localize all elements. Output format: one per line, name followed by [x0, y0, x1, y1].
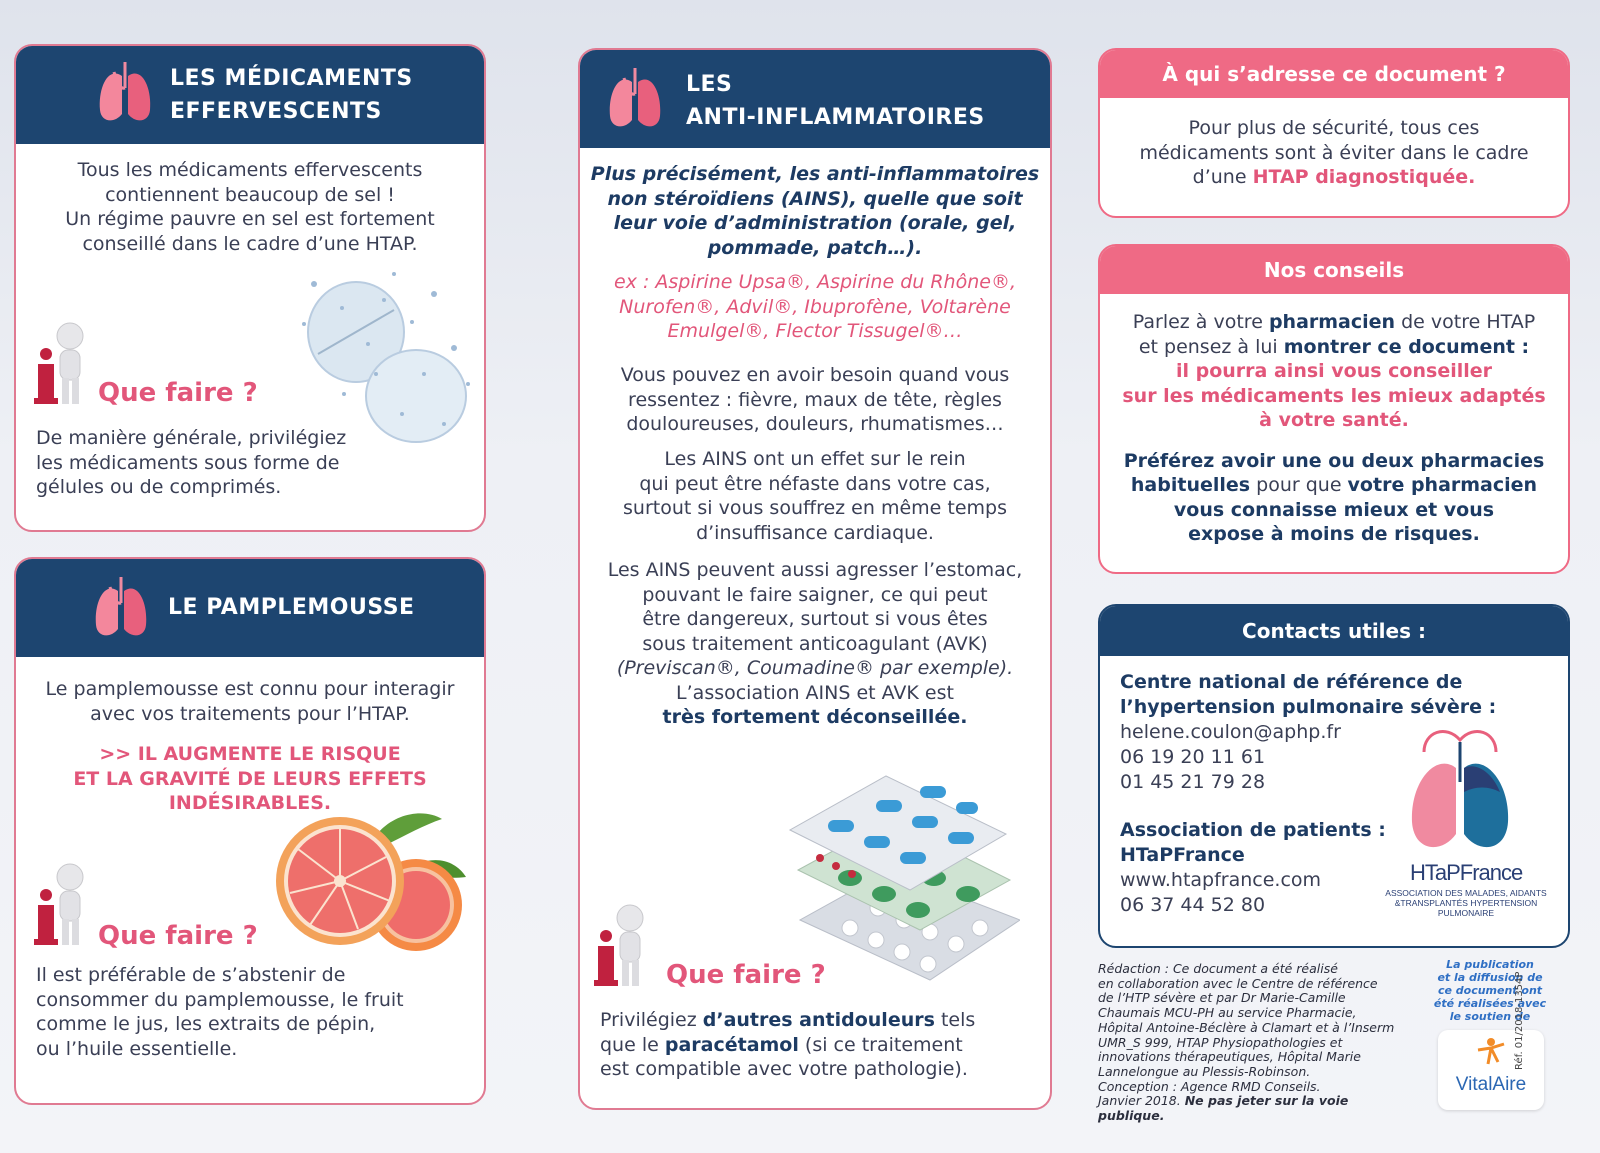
- advice-p3-line: Préférez avoir une ou deux pharmacies: [1123, 449, 1545, 472]
- grapefruit-advice-line: ou l’huile essentielle.: [36, 1037, 238, 1060]
- advice-text: pour que: [1250, 474, 1348, 496]
- blister-packs-image: [780, 750, 1020, 990]
- effervescent-intro-line: Tous les médicaments effervescents: [77, 159, 423, 181]
- stomach-line: être dangereux, surtout si vous êtes: [642, 608, 988, 630]
- examples-line: Nurofen®, Advil®, Ibuprofène, Voltarène: [619, 295, 1011, 318]
- audience-text: d’une: [1192, 166, 1253, 188]
- stomach-example: (Previscan®, Coumadine® par exemple).: [616, 657, 1014, 679]
- credits-line: Lannelongue au Plessis-Robinson.: [1098, 1063, 1311, 1079]
- grapefruit-warning-line: >> IL AUGMENTE LE RISQUE: [99, 743, 401, 765]
- anti-inflammatory-title-line2: ANTI-INFLAMMATOIRES: [686, 105, 985, 130]
- anti-inflammatory-precise: [580, 162, 1050, 260]
- advice-line: est compatible avec votre pathologie).: [600, 1058, 968, 1080]
- advice-p3-line: expose à moins de risques.: [1188, 523, 1480, 545]
- advice-text: de votre HTAP: [1395, 311, 1536, 333]
- support-line: été réalisées avec: [1433, 997, 1547, 1010]
- kidney-line: Les AINS ont un effet sur le rein: [664, 448, 966, 470]
- effervescent-advice: [36, 426, 396, 500]
- audience-body: [1100, 116, 1568, 190]
- advice-pink-line: il pourra ainsi vous conseiller: [1175, 360, 1492, 382]
- audience-emphasis: HTAP diagnostiquée.: [1252, 166, 1476, 188]
- assoc-website-link[interactable]: www.htapfrance.com: [1120, 869, 1322, 891]
- audience-card: [1098, 48, 1570, 218]
- effervescent-title: [170, 62, 413, 128]
- support-line: La publication: [1446, 958, 1534, 971]
- kidney-line: qui peut être néfaste dans votre cas,: [639, 472, 991, 495]
- grapefruit-advice-line: comme le jus, les extraits de pépin,: [36, 1013, 376, 1035]
- contacts-header: Contacts utiles :: [1100, 606, 1568, 656]
- advice-card: [1098, 244, 1570, 574]
- anti-inflammatory-need: [580, 363, 1050, 437]
- support-note: [1430, 958, 1550, 1023]
- vitalaire-logo: [1438, 1030, 1544, 1110]
- logo-tagline-line: &TRANSPLANTÉS HYPERTENSION PULMONAIRE: [1394, 898, 1538, 918]
- credits-line: Chaumais MCU-PH au service Pharmacie,: [1098, 1005, 1357, 1021]
- support-line: et la diffusion de: [1437, 971, 1543, 984]
- kidney-line: surtout si vous souffrez en même temps: [623, 497, 1007, 519]
- association-bold: très fortement déconseillée.: [662, 706, 968, 728]
- advice-p1: [1100, 310, 1568, 335]
- precise-line: non stéroïdiens (AINS), quelle que soit: [607, 187, 1023, 210]
- need-line: douloureuses, douleurs, rhumatismes…: [626, 413, 1004, 435]
- effervescent-intro-line: Un régime pauvre en sel est fortement: [65, 208, 435, 230]
- assoc-phone[interactable]: 06 37 44 52 80: [1120, 894, 1266, 916]
- anti-inflammatory-title: [686, 68, 985, 134]
- precise-line: pommade, patch…).: [707, 236, 923, 259]
- logo-tagline-line: ASSOCIATION DES MALADES, AIDANTS: [1385, 888, 1547, 898]
- stomach-line: sous traitement anticoagulant (AVK): [642, 632, 988, 655]
- lungs-icon: [604, 64, 666, 134]
- anti-inflammatory-card: [578, 48, 1052, 1110]
- need-line: ressentez : fièvre, maux de tête, règles: [628, 388, 1002, 411]
- anti-inflammatory-header: [580, 50, 1050, 148]
- effervescent-intro: [16, 158, 484, 256]
- advice-emphasis: d’autres antidouleurs: [702, 1009, 935, 1031]
- grapefruit-header: [16, 559, 484, 657]
- lungs-icon: [90, 573, 152, 643]
- advice-pink-line: sur les médicaments les mieux adaptés: [1122, 384, 1546, 407]
- advice-text: tels: [934, 1009, 976, 1031]
- advice-line: [600, 1008, 1040, 1033]
- effervescent-card: [14, 44, 486, 532]
- advice-text: Privilégiez: [600, 1009, 703, 1031]
- grapefruit-card: [14, 557, 486, 1105]
- effervescent-intro-line: contiennent beaucoup de sel !: [105, 183, 395, 206]
- stomach-line: Les AINS peuvent aussi agresser l’estomac,: [607, 559, 1023, 581]
- effervescent-header: [16, 46, 484, 144]
- grapefruit-image: [266, 805, 476, 955]
- anti-inflammatory-que-faire: Que faire ?: [666, 960, 826, 990]
- support-line: ce document ont: [1437, 984, 1543, 997]
- center-phone[interactable]: 01 45 21 79 28: [1120, 771, 1266, 793]
- info-figure-icon: [34, 320, 94, 406]
- audience-line: médicaments sont à éviter dans le cadre: [1139, 141, 1529, 164]
- htapfrance-logo-name: HTaPFrance: [1410, 860, 1523, 885]
- advice-p3-line: [1100, 473, 1568, 498]
- stomach-line: pouvant le faire saigner, ce qui peut: [642, 583, 988, 606]
- center-name-line: Centre national de référence de: [1120, 671, 1463, 693]
- advice-pink-line: à votre santé.: [1259, 409, 1409, 431]
- advice-text: et pensez à lui: [1138, 335, 1284, 358]
- reference-code: Réf. 01/2018-1354P: [1514, 971, 1525, 1070]
- grapefruit-advice-line: consommer du pamplemousse, le fruit: [36, 988, 404, 1011]
- effervescent-que-faire: Que faire ?: [98, 378, 258, 408]
- anti-inflammatory-kidney: [580, 447, 1050, 545]
- credits-text: Janvier 2018.: [1098, 1093, 1185, 1109]
- effervescent-advice-line: De manière générale, privilégiez: [36, 427, 347, 449]
- advice-emphasis: montrer ce document :: [1283, 335, 1530, 358]
- audience-header: À qui s’adresse ce document ?: [1100, 50, 1568, 98]
- grapefruit-que-faire: Que faire ?: [98, 921, 258, 951]
- vitalaire-figure-icon: [1474, 1036, 1508, 1066]
- credits-line: UMR_S 999, HTAP Physiopathologies et: [1098, 1034, 1343, 1050]
- grapefruit-intro-line: Le pamplemousse est connu pour interagir: [45, 678, 455, 700]
- credits: [1098, 962, 1418, 1124]
- anti-inflammatory-advice: [600, 1008, 1040, 1082]
- support-line: le soutien de: [1449, 1010, 1531, 1023]
- credits-line: en collaboration avec le Centre de référence: [1098, 975, 1378, 991]
- spacer: [1100, 433, 1568, 449]
- advice-text: que le: [600, 1033, 665, 1056]
- effervescent-advice-line: les médicaments sous forme de: [36, 451, 340, 474]
- precise-line: leur voie d’administration (orale, gel,: [613, 212, 1017, 234]
- examples-line: Emulgel®, Flector Tissugel®…: [667, 320, 963, 342]
- anti-inflammatory-stomach: [580, 558, 1050, 730]
- precise-line: Plus précisément, les anti-inflammatoires: [590, 163, 1040, 185]
- need-line: Vous pouvez en avoir besoin quand vous: [620, 364, 1010, 386]
- center-email-link[interactable]: helene.coulon@aphp.fr: [1120, 721, 1341, 743]
- contacts-card: [1098, 604, 1570, 948]
- grapefruit-advice: [36, 963, 476, 1061]
- center-name-line: l’hypertension pulmonaire sévère :: [1120, 696, 1497, 718]
- effervescent-title-line2: EFFERVESCENTS: [170, 99, 382, 124]
- advice-p3-line: vous connaisse mieux et vous: [1173, 498, 1495, 521]
- audience-line: Pour plus de sécurité, tous ces: [1188, 117, 1480, 139]
- credits-line: Rédaction : Ce document a été réalisé: [1098, 961, 1338, 976]
- htapfrance-logo-icon: [1396, 722, 1526, 872]
- info-figure-icon: [594, 902, 654, 988]
- examples-line: ex : Aspirine Upsa®, Aspirine du Rhône®,: [614, 271, 1016, 293]
- credits-line: [1098, 1094, 1418, 1123]
- grapefruit-intro: [16, 677, 484, 726]
- grapefruit-advice-line: Il est préférable de s’abstenir de: [36, 964, 346, 986]
- advice-p2: [1100, 335, 1568, 360]
- advice-text: Parlez à votre: [1132, 311, 1269, 333]
- anti-inflammatory-title-line1: LES: [686, 72, 733, 97]
- advice-emphasis: paracétamol: [664, 1033, 799, 1056]
- advice-body: [1100, 310, 1568, 547]
- effervescent-intro-line: conseillé dans le cadre d’une HTAP.: [82, 232, 418, 255]
- credits-line: de l’HTP sévère et par Dr Marie-Camille: [1098, 990, 1346, 1006]
- lungs-icon: [94, 58, 156, 128]
- advice-header: Nos conseils: [1100, 246, 1568, 294]
- htapfrance-logo-tagline: [1366, 888, 1566, 918]
- association-line: L’association AINS et AVK est: [676, 681, 954, 704]
- advice-emphasis: habituelles: [1130, 474, 1251, 496]
- audience-line: [1100, 165, 1568, 190]
- credits-line: Hôpital Antoine-Béclère à Clamart et à l’Inserm: [1098, 1019, 1395, 1035]
- grapefruit-title: LE PAMPLEMOUSSE: [168, 595, 415, 620]
- kidney-line: d’insuffisance cardiaque.: [696, 521, 934, 544]
- advice-line: [600, 1033, 1040, 1058]
- grapefruit-intro-line: avec vos traitements pour l’HTAP.: [90, 702, 410, 725]
- effervescent-title-line1: LES MÉDICAMENTS: [170, 66, 413, 91]
- advice-emphasis: pharmacien: [1268, 311, 1396, 333]
- assoc-name-line: Association de patients :: [1120, 819, 1386, 841]
- grapefruit-warning-line: INDÉSIRABLES.: [168, 792, 332, 814]
- credits-emphasis: Ne pas jeter sur la voie publique.: [1098, 1093, 1349, 1124]
- advice-text: (si ce traitement: [798, 1033, 963, 1056]
- anti-inflammatory-examples: [580, 270, 1050, 344]
- advice-emphasis: votre pharmacien: [1347, 474, 1538, 496]
- effervescent-advice-line: gélules ou de comprimés.: [36, 476, 282, 498]
- grapefruit-warning-line: ET LA GRAVITÉ DE LEURS EFFETS: [73, 767, 427, 790]
- vitalaire-name: VitalAire: [1455, 1074, 1527, 1095]
- info-figure-icon: [34, 861, 94, 947]
- credits-line: innovations thérapeutiques, Hôpital Marie: [1098, 1049, 1361, 1065]
- credits-line: Conception : Agence RMD Conseils.: [1098, 1078, 1321, 1094]
- center-phone[interactable]: 06 19 20 11 61: [1120, 746, 1266, 768]
- assoc-name-line: HTaPFrance: [1120, 844, 1245, 866]
